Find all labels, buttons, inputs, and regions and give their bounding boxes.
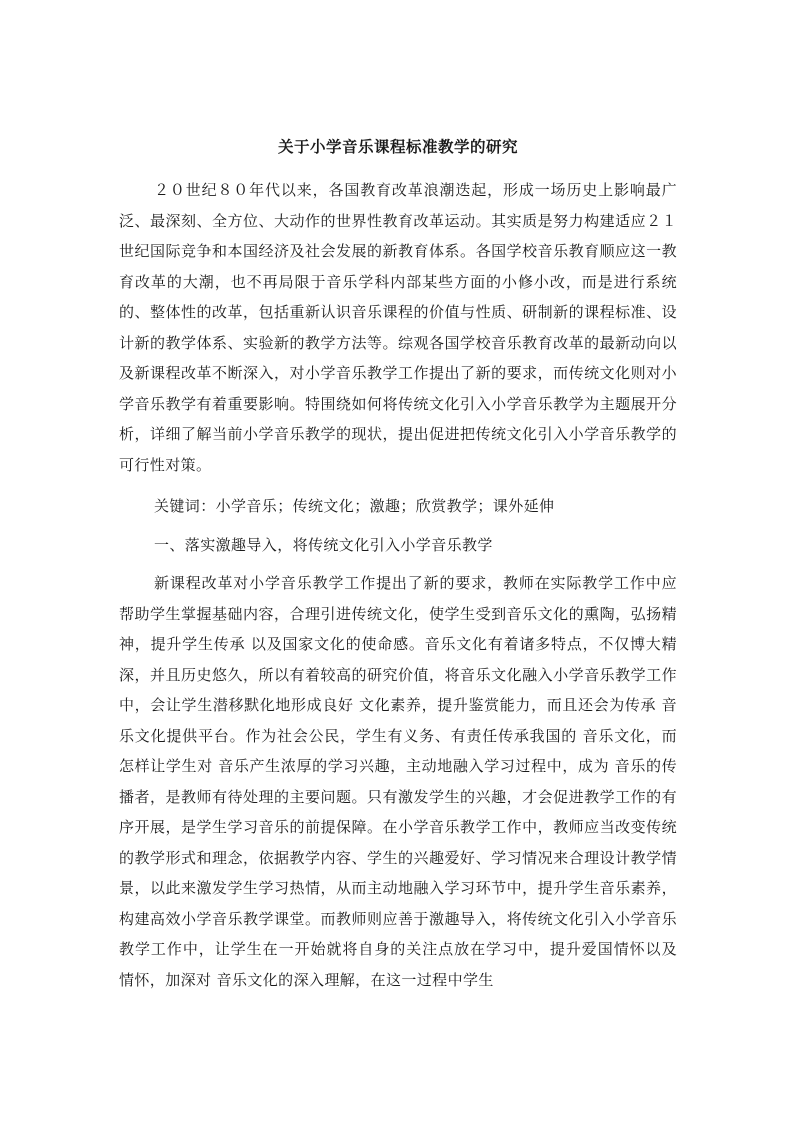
document-body <box>119 137 677 995</box>
section-body-paragraph: 新课程改革对小学音乐教学工作提出了新的要求，教师在实际教学工作中应帮助学生掌握基础内容，合理引进传统文化，使学生受到音乐文化的熏陶，弘扬精神，提升学生传承 以及国家文化的使命感。音乐文化有着诸多特点，不仅博大精深，并且历史悠久，所以有着较高的研究价值，将音乐文化融入小学音乐教学工作中，会让学生潜移默化地形成良好 文化素养，提升鉴赏能力，而且还会为传承 音乐文化提供平台。作为社会公民，学生有义务、有责任传承我国的 音乐文化，而怎样让学生对 音乐产生浓厚的学习兴趣，主动地融入学习过程中，成为 音乐的传播者，是教师有待处理的主要问题。只有激发学生的兴趣，才会促进教学工作的有序开展，是学生学习音乐的前提保障。在小学音乐教学工作中，教师应当改变传统的教学形式和理念，依据教学内容、学生的兴趣爱好、学习情况来合理设计教学情景，以此来激发学生学习热情，从而主动地融入学习环节中，提升学生音乐素养，构建高效小学音乐教学课堂。而教师则应善于激趣导入，将传统文化引入小学音乐教学工作中，让学生在一开始就将自身的关注点放在学习中，提升爱国情怀以及 情怀，加深对 音乐文化的深入理解，在这一过程中学生 <box>119 574 677 989</box>
document-title: 关于小学音乐课程标准教学的研究 <box>277 137 518 156</box>
keywords-line: 关键词：小学音乐；传统文化；激趣；欣赏教学；课外延伸 <box>154 497 555 515</box>
abstract-paragraph: ２０世纪８０年代以来，各国教育改革浪潮迭起，形成一场历史上影响最广泛、最深刻、全方位、大动作的世界性教育改革运动。其实质是努力构建适应２１世纪国际竞争和本国经济及社会发展的新教育体系。各国学校音乐教育顺应这一教育改革的大潮，也不再局限于音乐学科内部某些方面的小修小改，而是进行系统的、整体性的改革，包括重新认识音乐课程的价值与性质、研制新的课程标准、设计新的教学体系、实验新的教学方法等。综观各国学校音乐教育改革的最新动向以及新课程改革不断深入，对小学音乐教学工作提出了新的要求，而传统文化则对小学音乐教学有着重要影响。特围绕如何将传统文化引入小学音乐教学为主题展开分析，详细了解当前小学音乐教学的现状，提出促进把传统文化引入小学音乐教学的可行性对策。 <box>119 181 677 474</box>
section-heading: 一、落实激趣导入，将传统文化引入小学音乐教学 <box>154 535 493 554</box>
